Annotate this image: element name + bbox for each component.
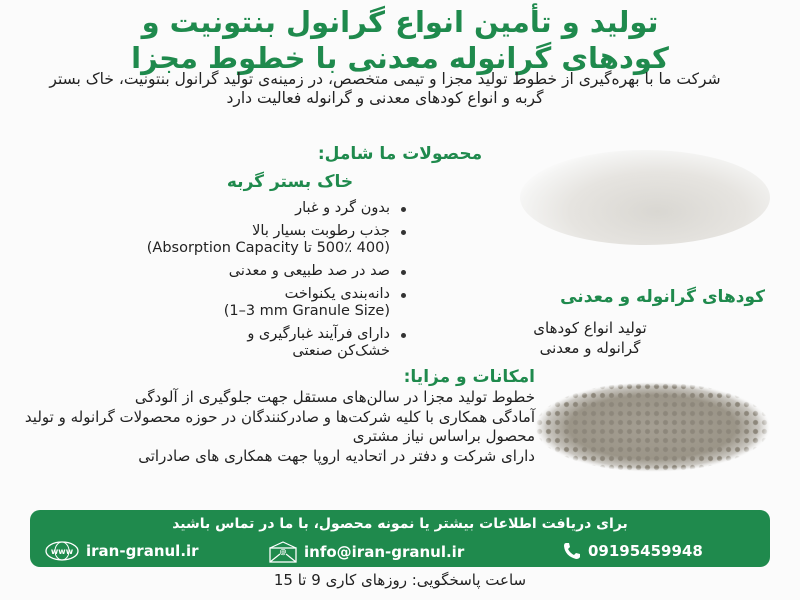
working-hours: ساعت پاسخگویی: روزهای کاری 9 تا 15 — [273, 571, 527, 589]
cat-litter-features — [10, 200, 408, 366]
cat-litter-image — [520, 150, 770, 245]
website-text: iran-granul.ir — [86, 542, 199, 560]
globe-icon — [44, 541, 80, 561]
fertilizer-description — [480, 318, 700, 358]
email-link[interactable] — [268, 541, 464, 563]
envelope-icon — [268, 541, 298, 563]
phone-icon — [562, 541, 582, 561]
email-text: info@iran-granul.ir — [304, 543, 465, 561]
fertilizer-granules-image — [535, 382, 770, 472]
advantages-list — [15, 388, 535, 466]
svg-text:www: www — [50, 547, 74, 556]
products-heading: محصولات ما شامل: — [317, 144, 483, 164]
page-title — [0, 4, 800, 76]
fertilizer-heading: کودهای گرانوله و معدنی — [560, 287, 765, 307]
advantage-item: خطوط تولید مجزا در سالن‌های مستقل جهت جلوگیری از آلودگی — [134, 388, 535, 406]
feature-item: جذب رطوبت بسیار بالا (400 500٪ تا Absorption Capacity) — [10, 223, 390, 257]
feature-item: دارای فرآیند غبارگیری و خشک‌کن صنعتی — [10, 326, 390, 360]
title-line-1: تولید و تأمین انواع گرانول بنتونیت و — [141, 5, 659, 39]
intro-paragraph: شرکت ما با بهره‌گیری از خطوط تولید مجزا و تیمی متخصص، در زمینه‌ی تولید گرانول بنتونیت، خاک بستر گربه و انواع کودهای معدنی و گرانوله فعالیت دارد — [49, 70, 721, 107]
fertilizer-line: تولید انواع کودهای — [533, 319, 647, 337]
contact-banner — [30, 510, 770, 567]
feature-item: صد در صد طبیعی و معدنی — [10, 263, 390, 280]
advantage-item: دارای شرکت و دفتر در اتحادیه اروپا جهت همکاری های صادراتی — [138, 446, 535, 465]
phone-link[interactable] — [562, 541, 703, 561]
advantage-item: آمادگی همکاری با کلیه شرکت‌ها و صادرکنندگان در حوزه محصولات گرانوله و تولید محصول براساس نیاز مشتری — [24, 407, 535, 445]
website-link[interactable] — [44, 541, 199, 561]
title-line-2: کودهای گرانوله معدنی با خطوط مجزا — [131, 41, 669, 75]
feature-item: دانه‌بندی یکنواخت (1–3 mm Granule Size) — [10, 286, 390, 320]
contact-message: برای دریافت اطلاعات بیشتر یا نمونه محصول، با ما در تماس باشید — [172, 516, 628, 532]
cat-litter-heading: خاک بستر گربه — [226, 172, 354, 192]
svg-text:@: @ — [279, 548, 287, 556]
advantages-heading: امکانات و مزایا: — [403, 367, 535, 387]
feature-item: بدون گرد و غبار — [10, 200, 390, 217]
phone-text: 09195459948 — [588, 542, 703, 560]
fertilizer-line: گرانوله و معدنی — [539, 339, 641, 357]
